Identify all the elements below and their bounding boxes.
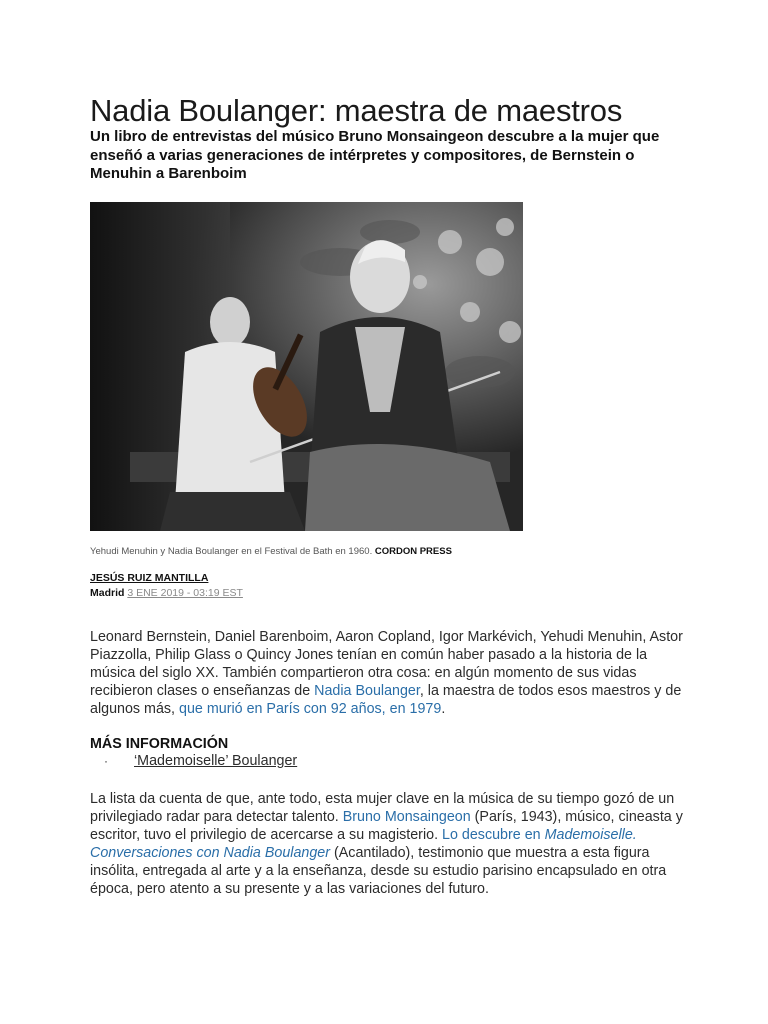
book-title: Mademoiselle. Conversaciones con Nadia Boulanger (90, 827, 637, 861)
bruno-monsaingeon-link[interactable]: Bruno Monsaingeon (342, 809, 471, 825)
paragraph-1-text: , la maestra de todos esos maestros y de algunos más, (90, 683, 682, 717)
photo-caption (90, 546, 452, 557)
nadia-boulanger-link[interactable]: Nadia Boulanger (314, 683, 420, 699)
paragraph-2-text: (París, 1943), músico, cineasta y escritor, tuvo el privilegio de acercarse a su magisterio. (90, 809, 683, 843)
dateline (90, 587, 243, 599)
paragraph-2 (90, 790, 690, 898)
obituary-link[interactable]: que murió en París con 92 años, en 1979 (179, 701, 442, 717)
dateline-city: Madrid (90, 587, 125, 599)
paragraph-1-text: . (441, 701, 446, 717)
more-info-title: MÁS INFORMACIÓN (90, 736, 229, 752)
photo-credit: CORDON PRESS (374, 546, 452, 557)
paragraph-1 (90, 628, 690, 718)
paragraph-1-text: Leonard Bernstein, Daniel Barenboim, Aaron Copland, Igor Markévich, Yehudi Menuhin, Astor Piazzolla, Philip Glass o Quincy Jones tenían en común haber pasado a la historia de la música del siglo XX. También compartieron otra cosa: en algún momento de sus vidas recibieron clases o enseñanzas de (90, 629, 683, 699)
article-headline: Nadia Boulanger: maestra de maestros (90, 93, 623, 128)
article-subheadline: Un libro de entrevistas del músico Bruno Monsaingeon descubre a la mujer que enseñó a varias generaciones de intérpretes y compositores, de Bernstein o Menuhin a Barenboim (90, 128, 660, 182)
book-link-text: Lo descubre en (442, 827, 545, 843)
paragraph-2-text: La lista da cuenta de que, ante todo, esta mujer clave en la música de su tiempo gozó de un privilegiado radar para detectar talento. (90, 791, 675, 825)
photo-image (90, 202, 523, 531)
author-link[interactable]: JESÚS RUIZ MANTILLA (90, 572, 209, 584)
dateline-date-link[interactable]: 3 ENE 2019 - 03:19 EST (127, 587, 243, 599)
more-info-item (104, 753, 297, 769)
more-info-link[interactable]: ‘Mademoiselle’ Boulanger (134, 753, 298, 769)
caption-text: Yehudi Menuhin y Nadia Boulanger en el Festival de Bath en 1960. (90, 546, 375, 557)
bullet-icon: · (104, 754, 108, 768)
article-photo (90, 202, 523, 531)
paragraph-2-text: (Acantilado), testimonio que muestra a esta figura insólita, entregada al arte y a la enseñanza, desde su estudio parisino encapsulado en otra época, pero atento a su presente y a las variaciones del futuro. (90, 845, 667, 897)
